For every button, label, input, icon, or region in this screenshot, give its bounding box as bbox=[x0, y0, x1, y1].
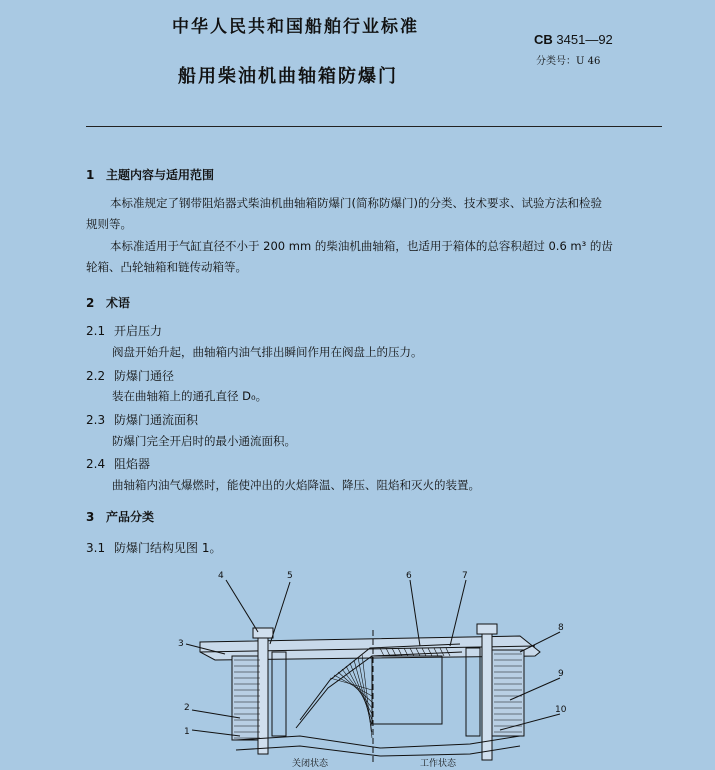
section-title: 术语 bbox=[106, 296, 131, 310]
label-open-state: 工作状态 bbox=[420, 759, 457, 769]
term-number: 2.4 bbox=[86, 457, 106, 471]
section-number: 1 bbox=[86, 168, 95, 182]
section-1-heading bbox=[86, 166, 214, 183]
term-number: 2.2 bbox=[86, 369, 106, 383]
clause-3-1 bbox=[86, 539, 221, 556]
clause-text: 防爆门结构见图 1。 bbox=[114, 541, 222, 555]
paragraph-line: 本标准适用于气缸直径不小于 200 mm 的柴油机曲轴箱，也适用于箱体的总容积超过 0.6 m³ 的齿 bbox=[110, 239, 613, 253]
section-title: 产品分类 bbox=[106, 510, 155, 524]
right-arrester-stack bbox=[492, 650, 524, 736]
base-flange bbox=[236, 736, 520, 748]
leader-6 bbox=[410, 580, 420, 646]
paragraph-line: 轮箱、凸轮轴箱和链传动箱等。 bbox=[86, 260, 247, 274]
section-1-paragraph-1 bbox=[86, 193, 676, 235]
callout-9: 9 bbox=[558, 669, 564, 679]
callout-3: 3 bbox=[178, 639, 184, 649]
callout-7: 7 bbox=[462, 571, 468, 581]
spring-coil bbox=[362, 654, 372, 738]
figure-1-drawing bbox=[0, 560, 715, 770]
leader-5 bbox=[270, 582, 290, 644]
valve-disc-lower bbox=[296, 652, 462, 728]
standard-code bbox=[534, 32, 613, 47]
term-2-4 bbox=[86, 455, 150, 472]
section-1-paragraph-2 bbox=[86, 236, 676, 278]
paragraph-line: 本标准规定了钢带阻焰器式柴油机曲轴箱防爆门(简称防爆门)的分类、技术要求、试验方法和检验 bbox=[110, 196, 602, 210]
term-definition: 曲轴箱内油气爆燃时，能使冲出的火焰降温、降压、阻焰和灭火的装置。 bbox=[112, 478, 480, 492]
term-definition: 装在曲轴箱上的通孔直径 D₀。 bbox=[112, 389, 268, 403]
term-name: 阻焰器 bbox=[114, 457, 151, 471]
guide-block bbox=[372, 656, 442, 724]
section-number: 2 bbox=[86, 296, 95, 310]
section-3-heading bbox=[86, 508, 154, 525]
term-name: 防爆门通径 bbox=[114, 369, 175, 383]
callout-8: 8 bbox=[558, 623, 564, 633]
inner-sleeve-left bbox=[272, 652, 286, 736]
term-name: 防爆门通流面积 bbox=[114, 413, 199, 427]
section-2-heading bbox=[86, 294, 130, 311]
callout-5: 5 bbox=[287, 571, 293, 581]
left-bolt bbox=[258, 634, 268, 754]
inner-sleeve-right bbox=[466, 648, 480, 736]
right-bolt-head bbox=[477, 624, 497, 634]
callout-1: 1 bbox=[184, 727, 190, 737]
term-2-3 bbox=[86, 411, 198, 428]
term-definition: 阀盘开始升起，曲轴箱内油气排出瞬间作用在阀盘上的压力。 bbox=[112, 345, 423, 359]
paragraph-line: 规则等。 bbox=[86, 217, 132, 231]
header-divider bbox=[86, 126, 662, 127]
leader-7 bbox=[450, 580, 466, 646]
section-number: 3 bbox=[86, 510, 95, 524]
code-prefix: CB bbox=[534, 32, 553, 47]
term-2-2 bbox=[86, 367, 174, 384]
clause-number: 3.1 bbox=[86, 541, 106, 555]
term-number: 2.3 bbox=[86, 413, 106, 427]
label-closed-state: 关闭状态 bbox=[292, 759, 329, 769]
callout-4: 4 bbox=[218, 571, 224, 581]
issuing-org: 中华人民共和国船舶行业标准 bbox=[172, 17, 419, 37]
section-title: 主题内容与适用范围 bbox=[106, 168, 215, 182]
leader-4 bbox=[226, 580, 258, 632]
term-name: 开启压力 bbox=[114, 324, 163, 338]
callout-6: 6 bbox=[406, 571, 412, 581]
term-definition: 防爆门完全开启时的最小通流面积。 bbox=[112, 434, 296, 448]
document-title: 船用柴油机曲轴箱防爆门 bbox=[178, 66, 398, 87]
classification-number: 分类号：U 46 bbox=[536, 56, 601, 67]
term-number: 2.1 bbox=[86, 324, 106, 338]
callout-10: 10 bbox=[555, 705, 567, 715]
term-2-1 bbox=[86, 322, 162, 339]
callout-2: 2 bbox=[184, 703, 190, 713]
code-number: 3451—92 bbox=[556, 32, 613, 47]
